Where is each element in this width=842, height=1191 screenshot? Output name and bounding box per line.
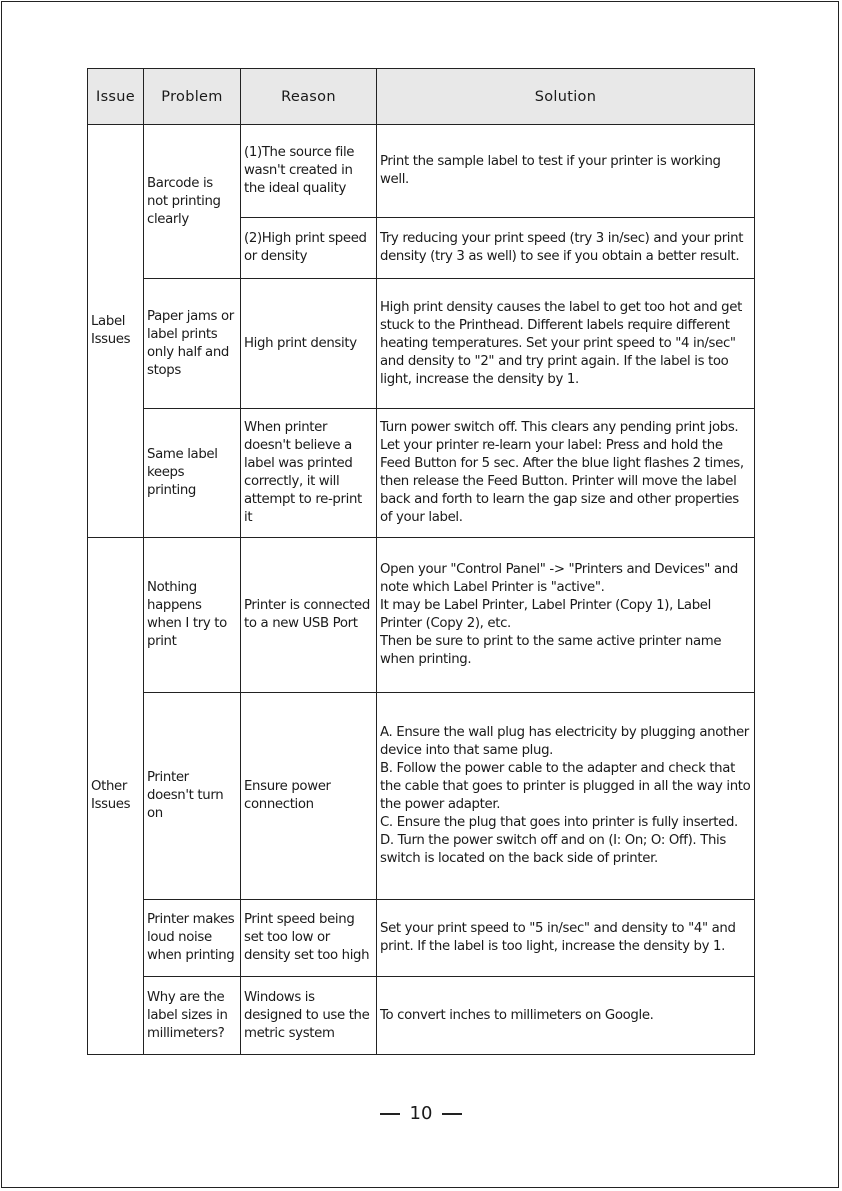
issue-other-issues: Other Issues — [88, 538, 144, 1055]
table-row — [88, 977, 755, 1055]
troubleshooting-table — [87, 68, 755, 1055]
reason-power-connection: Ensure power connection — [241, 693, 377, 900]
solution-step-b: B. Follow the power cable to the adapter and check that the cable that goes to printer is plugged in all the way into the power adapter. — [380, 761, 751, 812]
solution-reduce-speed: Try reducing your print speed (try 3 in/sec) and your print density (try 3 as well) to see if you obtain a better result. — [377, 218, 755, 279]
page-number: 10 — [409, 1103, 433, 1124]
problem-paper-jams: Paper jams or label prints only half and stops — [144, 279, 241, 409]
header-solution: Solution — [377, 69, 755, 125]
header-issue: Issue — [88, 69, 144, 125]
solution-line: Open your "Control Panel" -> "Printers and Devices" and note which Label Printer is "active". — [380, 562, 738, 595]
solution-step-d: D. Turn the power switch off and on (I: On; O: Off). This switch is located on the back side of printer. — [380, 833, 726, 866]
table-row — [88, 279, 755, 409]
solution-relearn-label: Turn power switch off. This clears any pending print jobs. Let your printer re-learn your label: Press and hold the Feed Button for 5 sec. After the blue light flashes 2 times, then release the Feed Button. Printer will move the label back and forth to learn the gap size and other properties of your label. — [377, 409, 755, 538]
table-row — [88, 693, 755, 900]
problem-same-label: Same label keeps printing — [144, 409, 241, 538]
table-row — [88, 538, 755, 693]
reason-metric-system: Windows is designed to use the metric system — [241, 977, 377, 1055]
reason-new-usb-port: Printer is connected to a new USB Port — [241, 538, 377, 693]
solution-convert-inches: To convert inches to millimeters on Google. — [377, 977, 755, 1055]
table-header-row — [88, 69, 755, 125]
solution-step-a: A. Ensure the wall plug has electricity by plugging another device into that same plug. — [380, 725, 749, 758]
reason-high-density: High print density — [241, 279, 377, 409]
problem-millimeters: Why are the label sizes in millimeters? — [144, 977, 241, 1055]
reason-source-file: (1)The source file wasn't created in the ideal quality — [241, 125, 377, 218]
solution-density-settings: High print density causes the label to get too hot and get stuck to the Printhead. Different labels require different heating temperatures. Set your print speed to "4 in/sec" and density to "2" and try print again. If the label is too light, increase the density by 1. — [377, 279, 755, 409]
problem-barcode: Barcode is not printing clearly — [144, 125, 241, 279]
solution-line: It may be Label Printer, Label Printer (Copy 1), Label Printer (Copy 2), etc. — [380, 598, 711, 631]
reason-reprint: When printer doesn't believe a label was printed correctly, it will attempt to re-print it — [241, 409, 377, 538]
solution-step-c: C. Ensure the plug that goes into printer is fully inserted. — [380, 815, 738, 830]
dash-left — [380, 1113, 400, 1115]
solution-sample-label: Print the sample label to test if your printer is working well. — [377, 125, 755, 218]
problem-loud-noise: Printer makes loud noise when printing — [144, 900, 241, 977]
header-reason: Reason — [241, 69, 377, 125]
reason-high-speed-density: (2)High print speed or density — [241, 218, 377, 279]
header-problem: Problem — [144, 69, 241, 125]
table-row — [88, 900, 755, 977]
page-number-footer — [0, 1100, 842, 1128]
solution-speed-5: Set your print speed to "5 in/sec" and density to "4" and print. If the label is too light, increase the density by 1. — [377, 900, 755, 977]
solution-power-steps — [377, 693, 755, 900]
issue-label-issues: Label Issues — [88, 125, 144, 538]
table-row — [88, 409, 755, 538]
solution-line: Then be sure to print to the same active printer name when printing. — [380, 634, 722, 667]
table-row — [88, 125, 755, 218]
problem-no-power: Printer doesn't turn on — [144, 693, 241, 900]
dash-right — [442, 1113, 462, 1115]
solution-control-panel — [377, 538, 755, 693]
reason-speed-density: Print speed being set too low or density set too high — [241, 900, 377, 977]
problem-nothing-happens: Nothing happens when I try to print — [144, 538, 241, 693]
